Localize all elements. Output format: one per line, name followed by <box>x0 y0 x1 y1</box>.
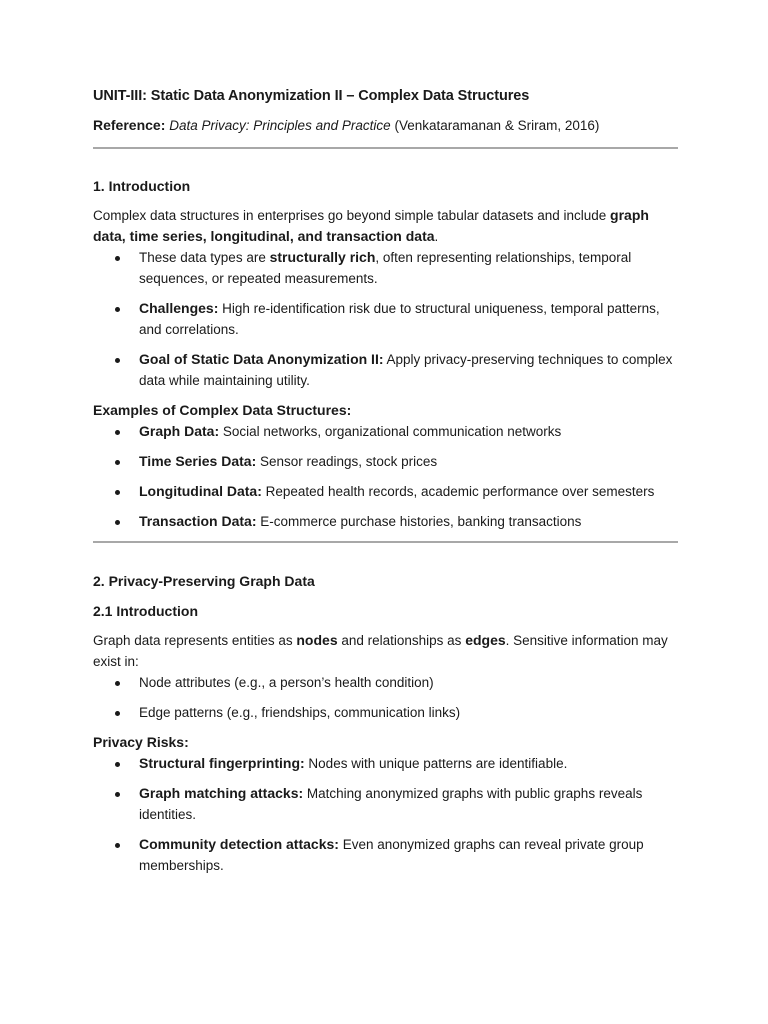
examples-heading-text: Examples of Complex Data Structures: <box>93 402 352 418</box>
reference-authors: (Venkataramanan & Sriram, 2016) <box>394 118 600 133</box>
item-text: Edge patterns (e.g., friendships, communication links) <box>139 705 461 720</box>
bullet-icon <box>115 460 120 465</box>
risk-text: Matching anonymized graphs with public graphs reveals identities. <box>139 786 643 822</box>
graph-intro-bold: nodes <box>296 632 338 648</box>
risk-text: Nodes with unique patterns are identifiable. <box>304 756 568 771</box>
bullet-icon <box>115 681 120 686</box>
list-item <box>93 421 678 442</box>
point-bold: structurally rich <box>269 249 376 265</box>
example-label: Transaction Data: <box>139 513 257 529</box>
intro-text: Complex data structures in enterprises go beyond simple tabular datasets and include <box>93 208 611 223</box>
document-title: UNIT-III: Static Data Anonymization II – Complex Data Structures <box>93 88 530 104</box>
risk-text: Even anonymized graphs can reveal private group memberships. <box>139 837 644 873</box>
risk-label: Structural fingerprinting: <box>139 755 305 771</box>
graph-intro <box>93 630 678 672</box>
list-item <box>93 298 678 340</box>
bullet-icon <box>115 430 120 435</box>
bullet-icon <box>115 358 120 363</box>
risk-label: Graph matching attacks: <box>139 785 304 801</box>
risk-label: Community detection attacks: <box>139 836 339 852</box>
point-text: Apply privacy-preserving techniques to complex data while maintaining utility. <box>139 352 673 388</box>
privacy-risks-heading-text: Privacy Risks: <box>93 734 189 750</box>
example-label: Time Series Data: <box>139 453 257 469</box>
bullet-icon <box>115 843 120 848</box>
example-text: Repeated health records, academic performance over semesters <box>261 484 655 499</box>
section-1-intro <box>93 205 678 247</box>
bullet-icon <box>115 490 120 495</box>
bullet-icon <box>115 256 120 261</box>
graph-sensitive-list <box>93 672 678 723</box>
list-item <box>93 702 678 723</box>
reference-label: Reference: <box>93 117 166 133</box>
list-item <box>93 451 678 472</box>
section-divider <box>93 147 678 149</box>
list-item <box>93 672 678 693</box>
list-item <box>93 349 678 391</box>
privacy-risks-heading <box>93 732 678 753</box>
graph-intro-text: Graph data represents entities as <box>93 633 297 648</box>
example-text: Social networks, organizational communication networks <box>219 424 562 439</box>
example-label: Graph Data: <box>139 423 220 439</box>
graph-intro-bold: edges <box>465 632 506 648</box>
example-text: E-commerce purchase histories, banking transactions <box>256 514 582 529</box>
item-text: Node attributes (e.g., a person’s health condition) <box>139 675 434 690</box>
reference-book-title: Data Privacy: Principles and Practice <box>169 118 391 133</box>
point-text: These data types are <box>139 250 270 265</box>
intro-points-list <box>93 247 678 391</box>
intro-end: . <box>434 229 439 244</box>
list-item <box>93 834 678 876</box>
bullet-icon <box>115 711 120 716</box>
example-text: Sensor readings, stock prices <box>256 454 438 469</box>
point-bold: Goal of Static Data Anonymization II: <box>139 351 384 367</box>
examples-list <box>93 421 678 532</box>
point-text: , often representing relationships, temporal sequences, or repeated measurements. <box>139 250 632 286</box>
graph-intro-text: . Sensitive information may exist in: <box>93 633 668 669</box>
bullet-icon <box>115 792 120 797</box>
reference-line <box>93 115 678 136</box>
intro-bold: graph data, time series, longitudinal, and transaction data <box>93 207 649 244</box>
subsection-2-1-heading: 2.1 Introduction <box>93 603 198 619</box>
bullet-icon <box>115 307 120 312</box>
examples-heading <box>93 400 678 421</box>
list-item <box>93 247 678 289</box>
bullet-icon <box>115 520 120 525</box>
section-1-heading: 1. Introduction <box>93 178 191 194</box>
point-bold: Challenges: <box>139 300 219 316</box>
list-item <box>93 783 678 825</box>
section-divider <box>93 541 678 543</box>
section-2-heading: 2. Privacy-Preserving Graph Data <box>93 573 315 589</box>
list-item <box>93 481 678 502</box>
list-item <box>93 753 678 774</box>
document-page <box>93 86 678 876</box>
bullet-icon <box>115 762 120 767</box>
example-label: Longitudinal Data: <box>139 483 262 499</box>
graph-intro-text: and relationships as <box>337 633 466 648</box>
point-text: High re-identification risk due to structural uniqueness, temporal patterns, and correlations. <box>139 301 660 337</box>
list-item <box>93 511 678 532</box>
privacy-risks-list <box>93 753 678 876</box>
